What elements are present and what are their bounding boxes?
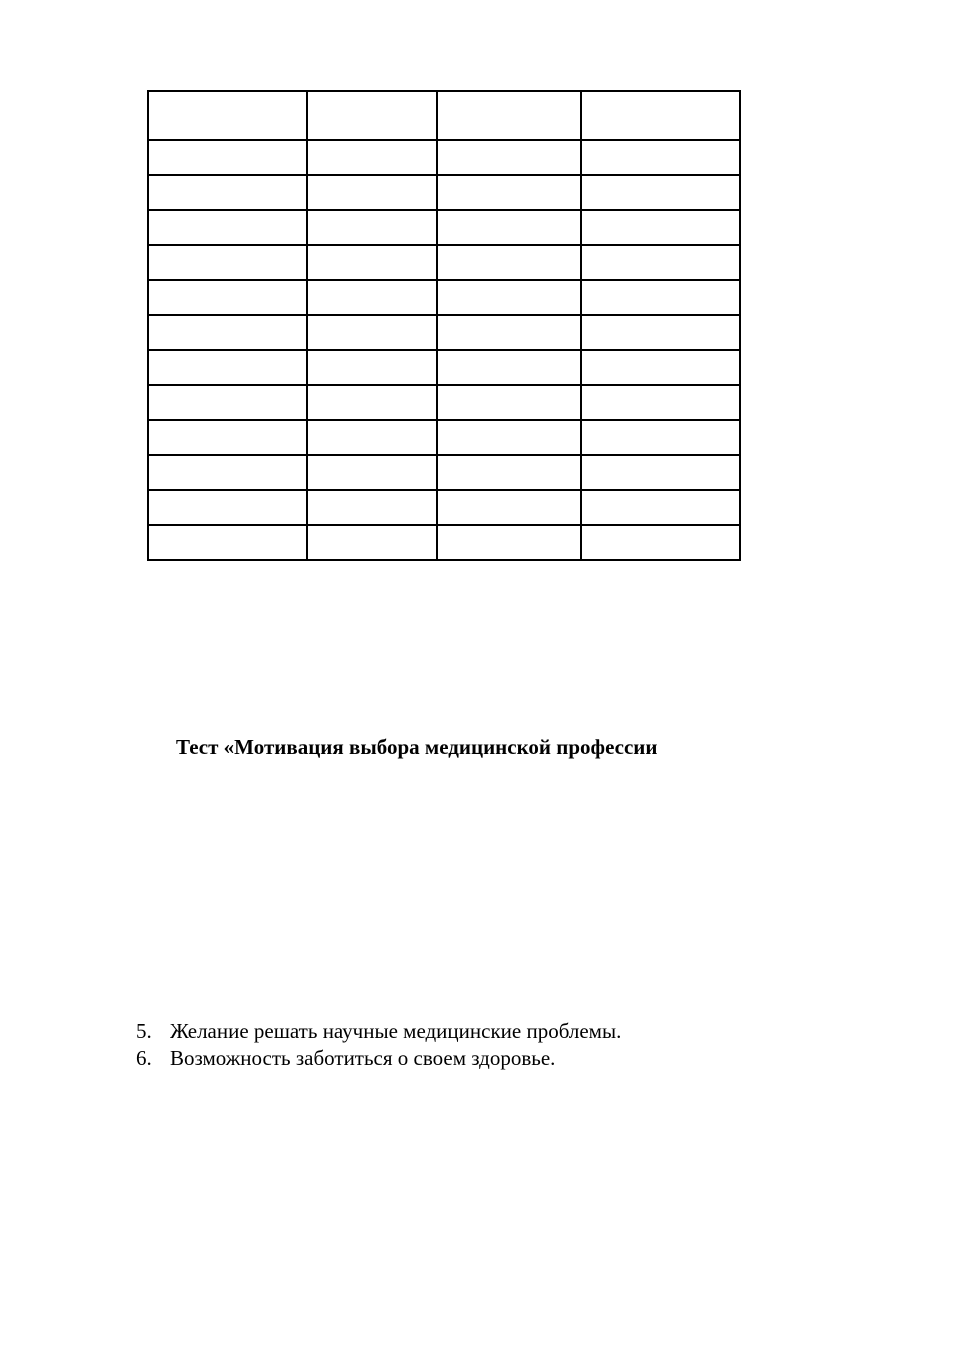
table-cell xyxy=(581,525,740,560)
table-cell xyxy=(581,490,740,525)
test-title: Тест «Мотивация выбора медицинской профессии xyxy=(176,735,658,759)
table-cell xyxy=(307,385,437,420)
table-cell xyxy=(437,175,581,210)
table-row xyxy=(148,455,740,490)
table-row xyxy=(148,280,740,315)
table-cell xyxy=(581,210,740,245)
table-cell xyxy=(581,420,740,455)
table-cell xyxy=(437,210,581,245)
table-cell xyxy=(581,350,740,385)
table-cell xyxy=(148,91,307,140)
table-row xyxy=(148,140,740,175)
table-cell xyxy=(148,280,307,315)
table-cell xyxy=(437,385,581,420)
item-number: 6. xyxy=(136,1046,152,1070)
table-cell xyxy=(307,245,437,280)
table-cell xyxy=(581,140,740,175)
table-cell xyxy=(148,210,307,245)
item-text: Желание решать научные медицинские проблемы. xyxy=(170,1019,622,1043)
empty-table xyxy=(147,90,741,561)
table-cell xyxy=(581,91,740,140)
table-cell xyxy=(437,525,581,560)
table-cell xyxy=(148,315,307,350)
table-cell xyxy=(437,140,581,175)
table-cell xyxy=(437,245,581,280)
table-row xyxy=(148,420,740,455)
table-cell xyxy=(307,490,437,525)
table-cell xyxy=(581,245,740,280)
table-cell xyxy=(581,175,740,210)
table-cell xyxy=(581,315,740,350)
table-cell xyxy=(437,280,581,315)
table-cell xyxy=(437,315,581,350)
table-cell xyxy=(307,91,437,140)
table-cell xyxy=(148,175,307,210)
list-item xyxy=(136,1045,621,1072)
table-row xyxy=(148,350,740,385)
table-cell xyxy=(307,420,437,455)
table-cell xyxy=(307,455,437,490)
table-cell xyxy=(581,385,740,420)
table-cell xyxy=(581,280,740,315)
table-cell xyxy=(437,490,581,525)
table-cell xyxy=(148,420,307,455)
table-row xyxy=(148,245,740,280)
table-cell xyxy=(148,525,307,560)
table-cell xyxy=(437,420,581,455)
table-cell xyxy=(148,140,307,175)
table-cell xyxy=(307,175,437,210)
table-cell xyxy=(148,490,307,525)
table-row xyxy=(148,91,740,140)
table-cell xyxy=(307,315,437,350)
table-row xyxy=(148,385,740,420)
table-cell xyxy=(148,455,307,490)
table-cell xyxy=(148,245,307,280)
table-row xyxy=(148,210,740,245)
table-body xyxy=(148,91,740,560)
table-cell xyxy=(148,385,307,420)
table-cell xyxy=(148,350,307,385)
table-cell xyxy=(581,455,740,490)
table-cell xyxy=(307,210,437,245)
table-cell xyxy=(307,280,437,315)
table-cell xyxy=(437,350,581,385)
item-text: Возможность заботиться о своем здоровье. xyxy=(170,1046,556,1070)
table-cell xyxy=(307,525,437,560)
table-cell xyxy=(307,140,437,175)
table-cell xyxy=(437,455,581,490)
table-row xyxy=(148,175,740,210)
table-cell xyxy=(307,350,437,385)
item-number: 5. xyxy=(136,1019,152,1043)
table-row xyxy=(148,525,740,560)
table-row xyxy=(148,490,740,525)
table-cell xyxy=(437,91,581,140)
table-row xyxy=(148,315,740,350)
motivation-items-list xyxy=(136,1018,621,1072)
list-item xyxy=(136,1018,621,1045)
